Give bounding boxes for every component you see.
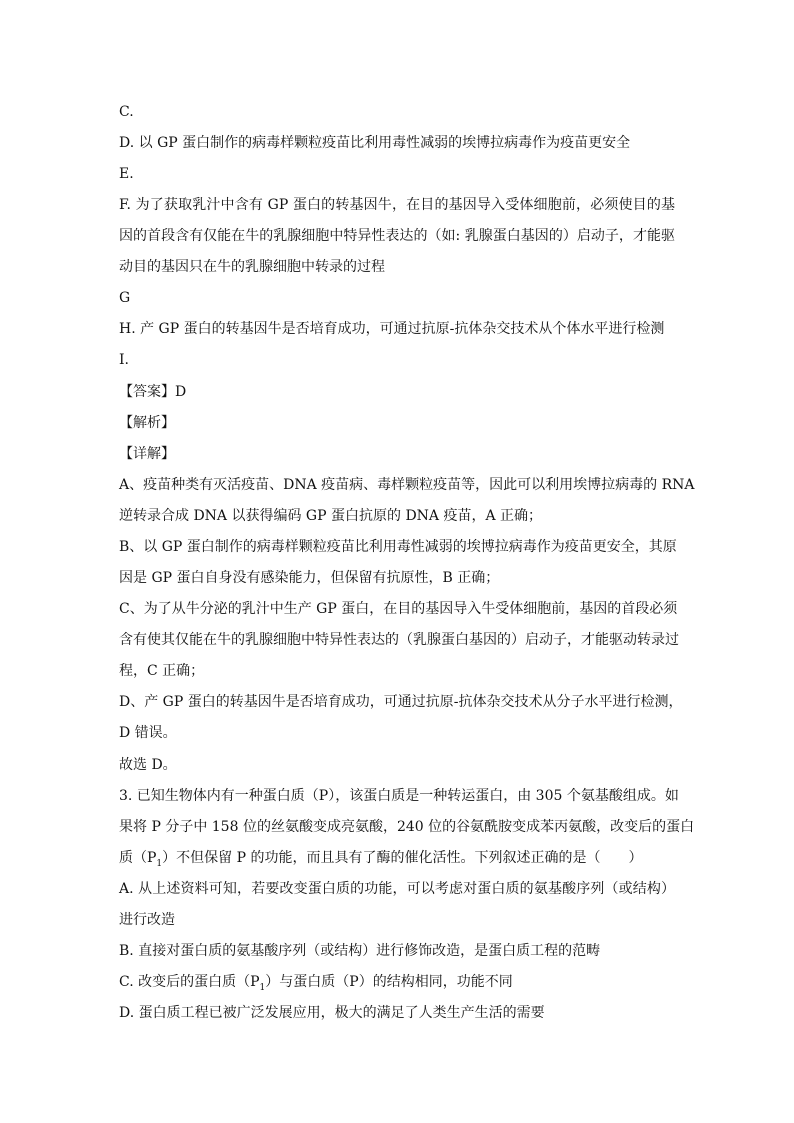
detail-heading: 【详解】	[119, 446, 175, 462]
q2-option-g: G	[119, 290, 131, 306]
q3-option-d: D. 蛋白质工程已被广泛发展应用，极大的满足了人类生产生活的需要	[119, 1005, 545, 1021]
conclusion: 故选 D。	[119, 757, 177, 773]
q2-option-i: I.	[119, 352, 129, 368]
q3-option-b: B. 直接对蛋白质的氨基酸序列（或结构）进行修饰改造，是蛋白质工程的范畴	[119, 943, 601, 959]
q2-option-h: H. 产 GP 蛋白的转基因牛是否培育成功，可通过抗原-抗体杂交技术从个体水平进行检测	[119, 321, 665, 337]
detail-b-line2: 因是 GP 蛋白自身没有感染能力，但保留有抗原性，B 正确；	[119, 570, 500, 586]
q2-option-c: C.	[119, 104, 134, 120]
q3-option-c-post: ）与蛋白质（P）的结构相同，功能不同	[265, 974, 513, 990]
q3-stem-line3-sub: 1	[156, 858, 163, 869]
detail-d-line2: D 错误。	[119, 725, 177, 741]
q2-option-f-line3: 动目的基因只在牛的乳腺细胞中转录的过程	[119, 259, 385, 275]
q3-option-c	[119, 972, 513, 992]
detail-c-line3: 程，C 正确；	[119, 663, 205, 679]
detail-c-line1: C、为了从牛分泌的乳汁中生产 GP 蛋白，在目的基因导入牛受体细胞前，基因的首段必须	[119, 601, 678, 617]
q3-option-a-line2: 进行改造	[119, 912, 175, 928]
q3-option-c-sub: 1	[259, 982, 266, 993]
detail-a-line1: A、疫苗种类有灭活疫苗、DNA 疫苗病、毒样颗粒疫苗等，因此可以利用埃博拉病毒的 RNA	[119, 477, 695, 493]
q2-option-e: E.	[119, 166, 134, 182]
q3-option-c-pre: C. 改变后的蛋白质（P	[119, 974, 260, 990]
q2-option-d: D. 以 GP 蛋白制作的病毒样颗粒疫苗比利用毒性减弱的埃博拉病毒作为疫苗更安全	[119, 135, 631, 151]
detail-b-line1: B、以 GP 蛋白制作的病毒样颗粒疫苗比利用毒性减弱的埃博拉病毒作为疫苗更安全，其原	[119, 539, 677, 555]
q3-stem-line3-post: ）不但保留 P 的功能，而且具有了酶的催化活性。下列叙述正确的是（ ）	[162, 850, 643, 866]
q3-stem-line2: 果将 P 分子中 158 位的丝氨酸变成亮氨酸，240 位的谷氨酰胺变成苯丙氨酸，改变后的蛋白	[119, 819, 695, 835]
q3-stem-line3-pre: 质（P	[119, 850, 157, 866]
q3-stem-line3	[119, 848, 642, 868]
detail-d-line1: D、产 GP 蛋白的转基因牛是否培育成功，可通过抗原-抗体杂交技术从分子水平进行检测，	[119, 694, 683, 710]
q2-option-f-line2: 因的首段含有仅能在牛的乳腺细胞中特异性表达的（如: 乳腺蛋白基因的）启动子，才能驱	[119, 228, 675, 244]
detail-a-line2: 逆转录合成 DNA 以获得编码 GP 蛋白抗原的 DNA 疫苗，A 正确；	[119, 508, 543, 524]
q2-option-f-line1: F. 为了获取乳汁中含有 GP 蛋白的转基因牛，在目的基因导入受体细胞前，必须使目的基	[119, 197, 675, 213]
answer-label: 【答案】D	[119, 384, 187, 400]
q3-stem-line1: 3. 已知生物体内有一种蛋白质（P），该蛋白质是一种转运蛋白，由 305 个氨基酸组成。如	[119, 788, 679, 804]
q3-option-a-line1: A. 从上述资料可知，若要改变蛋白质的功能，可以考虑对蛋白质的氨基酸序列（或结构）	[119, 881, 675, 897]
detail-c-line2: 含有使其仅能在牛的乳腺细胞中特异性表达的（乳腺蛋白基因的）启动子，才能驱动转录过	[119, 632, 679, 648]
analysis-heading: 【解析】	[119, 415, 175, 431]
